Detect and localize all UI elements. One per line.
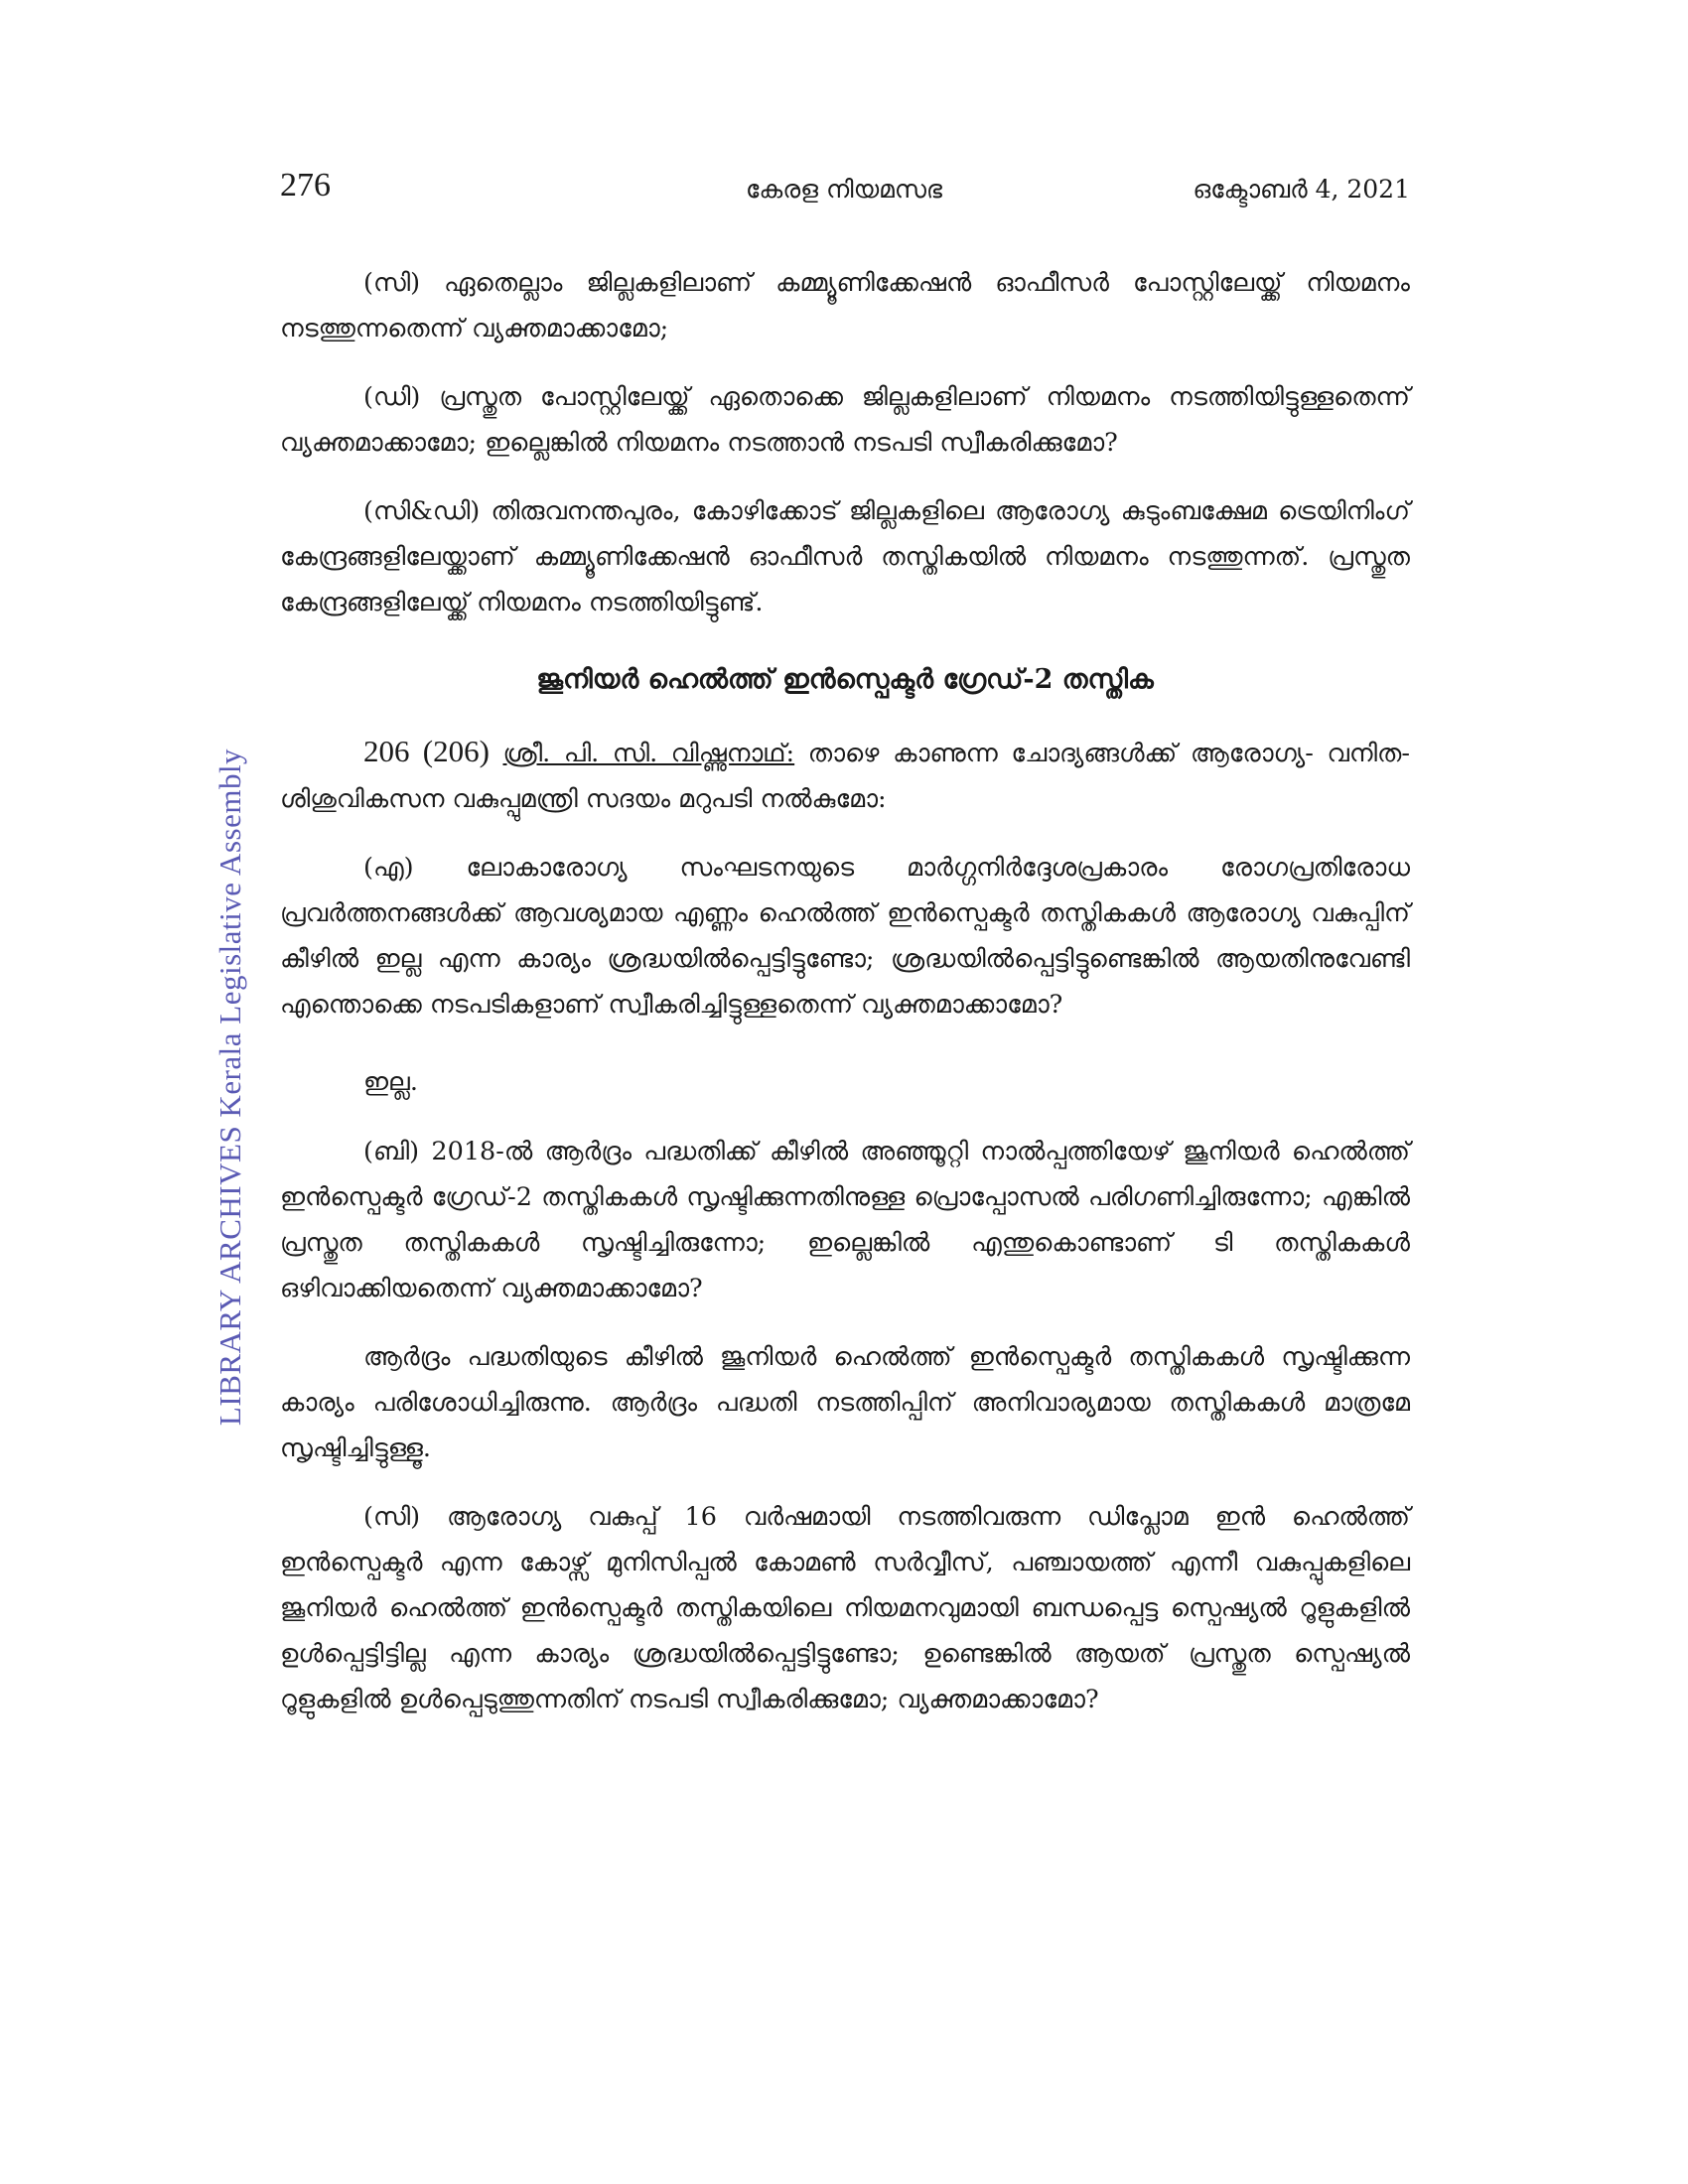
question-part-a: (എ) ലോകാരോഗ്യ സംഘടനയുടെ മാർഗ്ഗനിർദ്ദേശപ്രകാരം രോഗപ്രതിരോധ പ്രവർത്തനങ്ങൾക്ക് ആവശ്യമായ എണ്ണം ഹെൽത്ത് ഇൻസ്പെക്ടർ തസ്തികകൾ ആരോഗ്യ വകുപ്പിന് കീഴിൽ ഇല്ല എന്ന കാര്യം ശ്രദ്ധയിൽപ്പെട്ടിട്ടുണ്ടോ; ശ്രദ്ധയിൽപ്പെട്ടിട്ടുണ്ടെങ്കിൽ ആയതിനുവേണ്ടി എന്തൊക്കെ നടപടികളാണ് സ്വീകരിച്ചിട്ടുള്ളതെന്ന് വ്യക്തമാക്കാമോ? — [280, 853, 1410, 1020]
answer-b: ആർദ്രം പദ്ധതിയുടെ കീഴിൽ ജൂനിയർ ഹെൽത്ത് ഇൻസ്പെക്ടർ തസ്തികകൾ സൃഷ്ടിക്കുന്ന കാര്യം പരിശോധിച്ചിരുന്നു. ആർദ്രം പദ്ധതി നടത്തിപ്പിന് അനിവാര്യമായ തസ്തികകൾ മാത്രമേ സൃഷ്ടിച്ചിട്ടുള്ളൂ. — [280, 1342, 1410, 1463]
question-part-d: (ഡി) പ്രസ്തുത പോസ്റ്റിലേയ്ക്ക് ഏതൊക്കെ ജില്ലകളിലാണ് നിയമനം നടത്തിയിട്ടുള്ളതെന്ന് വ്യക്തമാക്കാമോ; ഇല്ലെങ്കിൽ നിയമനം നടത്താൻ നടപടി സ്വീകരിക്കുമോ? — [280, 382, 1410, 458]
section-heading: ജൂനിയർ ഹെൽത്ത് ഇൻസ്പെക്ടർ ഗ്രേഡ്-2 തസ്തിക — [536, 664, 1154, 695]
answer-a: ഇല്ല. — [363, 1067, 418, 1097]
question-number: 206 (206) — [363, 734, 490, 768]
question-intro-text: താഴെ കാണുന്ന ചോദ്യങ്ങൾക്ക് ആരോഗ്യ- വനിത-ശിശുവികസന വകുപ്പുമന്ത്രി സദയം മറുപടി നൽകുമോ: — [280, 739, 1410, 814]
question-intro — [280, 729, 1410, 822]
running-header-date: ഒക്ടോബർ 4, 2021 — [1193, 175, 1410, 204]
member-name: ശ്രീ. പി. സി. വിഷ്ണുനാഥ്: — [502, 739, 795, 768]
question-part-b: (ബി) 2018-ൽ ആർദ്രം പദ്ധതിക്ക് കീഴിൽ അഞ്ഞൂറ്റി നാൽപ്പത്തിയേഴ് ജൂനിയർ ഹെൽത്ത് ഇൻസ്പെക്ടർ ഗ്രേഡ്-2 തസ്തികകൾ സൃഷ്ടിക്കുന്നതിനുള്ള പ്രൊപ്പോസൽ പരിഗണിച്ചിരുന്നോ; എങ്കിൽ പ്രസ്തുത തസ്തികകൾ സൃഷ്ടിച്ചിരുന്നോ; ഇല്ലെങ്കിൽ എന്തുകൊണ്ടാണ് ടി തസ്തികകൾ ഒഴിവാക്കിയതെന്ന് വ്യക്തമാക്കാമോ? — [280, 1137, 1410, 1303]
watermark-text: LIBRARY ARCHIVES Kerala Legislative Assembly — [212, 748, 247, 1427]
page-number: 276 — [280, 167, 331, 204]
question-part-c: (സി) ഏതെല്ലാം ജില്ലകളിലാണ് കമ്മ്യൂണിക്കേഷൻ ഓഫീസർ പോസ്റ്റിലേയ്ക്ക് നിയമനം നടത്തുന്നതെന്ന് വ്യക്തമാക്കാമോ; — [280, 268, 1410, 343]
question-part-c-second: (സി) ആരോഗ്യ വകുപ്പ് 16 വർഷമായി നടത്തിവരുന്ന ഡിപ്ലോമ ഇൻ ഹെൽത്ത് ഇൻസ്പെക്ടർ എന്ന കോഴ്സ് മുനിസിപ്പൽ കോമൺ സർവ്വീസ്, പഞ്ചായത്ത് എന്നീ വകുപ്പുകളിലെ ജൂനിയർ ഹെൽത്ത് ഇൻസ്പെക്ടർ തസ്തികയിലെ നിയമനവുമായി ബന്ധപ്പെട്ട സ്പെഷ്യൽ റൂളുകളിൽ ഉൾപ്പെട്ടിട്ടില്ല എന്ന കാര്യം ശ്രദ്ധയിൽപ്പെട്ടിട്ടുണ്ടോ; ഉണ്ടെങ്കിൽ ആയത് പ്രസ്തുത സ്പെഷ്യൽ റൂളുകളിൽ ഉൾപ്പെടുത്തുന്നതിന് നടപടി സ്വീകരിക്കുമോ; വ്യക്തമാക്കാമോ? — [280, 1502, 1410, 1714]
running-header-title: കേരള നിയമസഭ — [746, 175, 942, 204]
document-body — [280, 260, 1410, 1745]
answer-c-and-d: (സി&ഡി) തിരുവനന്തപുരം, കോഴിക്കോട് ജില്ലകളിലെ ആരോഗ്യ കുടുംബക്ഷേമ ട്രെയിനിംഗ് കേന്ദ്രങ്ങളിലേയ്ക്കാണ് കമ്മ്യൂണിക്കേഷൻ ഓഫീസർ തസ്തികയിൽ നിയമനം നടത്തുന്നത്. പ്രസ്തുത കേന്ദ്രങ്ങളിലേയ്ക്ക് നിയമനം നടത്തിയിട്ടുണ്ട്. — [280, 496, 1410, 617]
